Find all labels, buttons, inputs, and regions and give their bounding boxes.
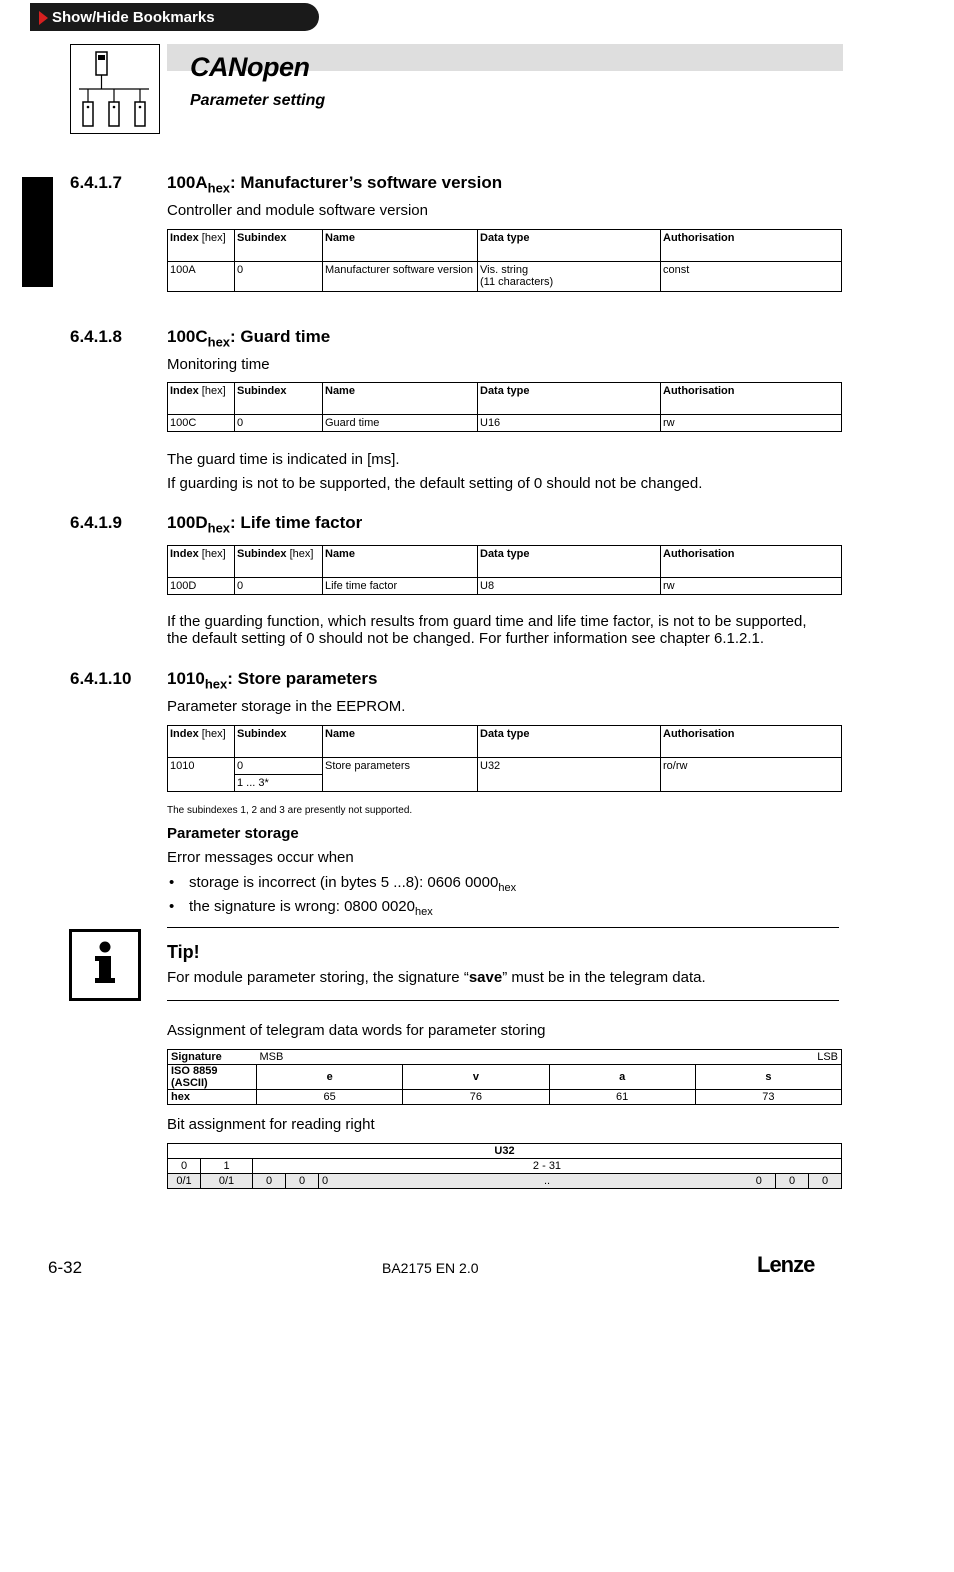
section-number: 6.4.1.8 <box>70 327 122 346</box>
section-number: 6.4.1.7 <box>70 173 122 192</box>
table-row: 100A 0 Manufacturer software version Vis. string (11 characters) const <box>168 262 842 292</box>
divider <box>167 927 839 928</box>
show-hide-bookmarks-button[interactable] <box>30 3 319 31</box>
assignment-table <box>167 1049 842 1105</box>
table-row: 100D 0 Life time factor U8 rw <box>168 578 842 595</box>
parameter-table <box>167 545 842 595</box>
table-row: 1 ... 3* <box>168 775 842 792</box>
bookmarks-label: Show/Hide Bookmarks <box>52 9 215 26</box>
page-title: CANopen <box>190 52 310 82</box>
section-number: 6.4.1.10 <box>70 669 132 688</box>
section-title: $1010_{hex}$: Store parameters <box>167 669 378 692</box>
bit-table <box>167 1143 842 1189</box>
error-list <box>167 874 516 922</box>
table-row: 0 1 2 - 31 <box>168 1159 842 1174</box>
table-row: 1010 0 Store parameters U32 ro/rw <box>168 758 842 775</box>
table-caption: Assignment of telegram data words for parameter storing <box>167 1022 546 1039</box>
table-row: Signature MSB LSB <box>168 1050 842 1065</box>
table-row: 0/1 0/1 0 0 0 .. 0 0 0 <box>168 1174 842 1189</box>
parameter-table <box>167 725 842 792</box>
table-row: ISO 8859 (ASCII) e v a s <box>168 1065 842 1090</box>
note-text: The guard time is indicated in [ms]. <box>167 451 400 468</box>
page-subtitle: Parameter setting <box>190 92 326 109</box>
page-number: 6-32 <box>48 1258 83 1277</box>
tip-title: Tip! <box>167 942 200 962</box>
chapter-tab-marker <box>22 177 53 287</box>
table-row: hex 65 76 61 73 <box>168 1090 842 1105</box>
document-id: BA2175 EN 2.0 <box>382 1260 479 1276</box>
table-row: U32 <box>168 1144 842 1159</box>
footnote: The subindexes 1, 2 and 3 are presently not supported. <box>167 805 413 816</box>
triangle-right-icon <box>39 11 48 25</box>
list-item: • the signature is wrong: 0800 $0020_{hex}$ <box>167 898 516 922</box>
brand-logo: Lenze <box>757 1252 815 1277</box>
section-title: $100D_{hex}$: Life time factor <box>167 513 363 536</box>
info-icon <box>69 929 141 1001</box>
sub-heading: Parameter storage <box>167 825 299 842</box>
table-header-row: Index [hex] Subindex Name Data type Authorisation <box>168 726 842 758</box>
table-header-row: Index [hex] Subindex Name Data type Authorisation <box>168 230 842 262</box>
section-description: Controller and module software version <box>167 202 428 219</box>
section-description: Monitoring time <box>167 356 270 373</box>
network-diagram-icon <box>70 44 160 134</box>
table-header-row: Index [hex] Subindex [hex] Name Data type Authorisation <box>168 546 842 578</box>
intro-text: Error messages occur when <box>167 849 354 866</box>
section-description: Parameter storage in the EEPROM. <box>167 698 406 715</box>
list-item: • storage is incorrect (in bytes 5 ...8): 0606 $0000_{hex}$ <box>167 874 516 898</box>
table-row: 100C 0 Guard time U16 rw <box>168 415 842 432</box>
parameter-table <box>167 229 842 292</box>
table-caption: Bit assignment for reading right <box>167 1116 375 1133</box>
note-text: the default setting of 0 should not be changed. For further information see chapter 6.1.2.1. <box>167 630 765 647</box>
note-text: If the guarding function, which results from guard time and life time factor, is not to be supported, <box>167 613 807 630</box>
section-title: $100C_{hex}$: Guard time <box>167 327 331 350</box>
note-text: If guarding is not to be supported, the default setting of 0 should not be changed. <box>167 475 703 492</box>
section-number: 6.4.1.9 <box>70 513 122 532</box>
table-header-row: Index [hex] Subindex Name Data type Authorisation <box>168 383 842 415</box>
section-title: $100A_{hex}$: Manufacturer’s software version <box>167 173 503 196</box>
tip-text: For module parameter storing, the signature “save” must be in the telegram data. <box>167 969 706 986</box>
divider <box>167 1000 839 1001</box>
parameter-table <box>167 382 842 432</box>
